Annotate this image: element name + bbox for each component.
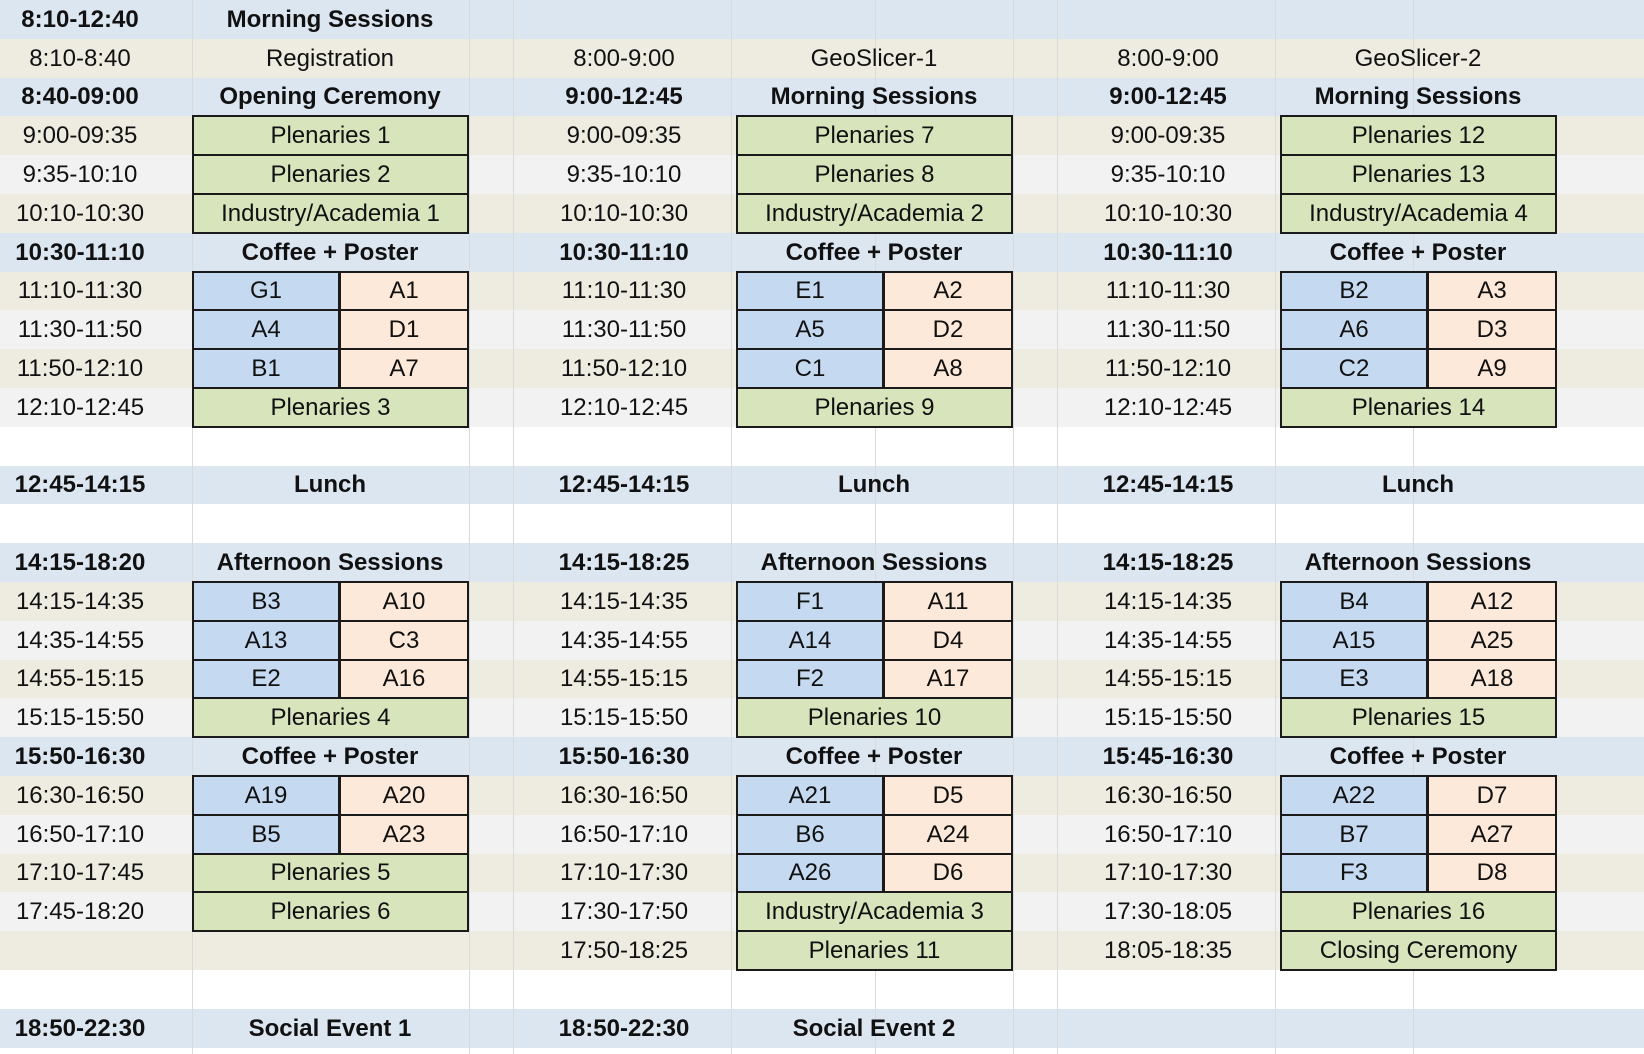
time-label: 12:45-14:15 xyxy=(1102,471,1234,498)
event-pre-session: GeoSlicer-1 xyxy=(810,45,938,72)
parallel-session-right: D1 xyxy=(339,309,469,350)
time-label: 12:10-12:45 xyxy=(1103,394,1233,421)
time-label: 11:30-11:50 xyxy=(17,316,143,343)
time-label: 17:45-18:20 xyxy=(15,898,145,925)
parallel-session-right: A25 xyxy=(1427,620,1557,661)
plenary-block: Plenaries 9 xyxy=(736,387,1013,428)
plenary-block: Plenaries 12 xyxy=(1280,115,1557,156)
time-label: 14:55-15:15 xyxy=(1103,665,1233,692)
plenary-block: Industry/Academia 1 xyxy=(192,193,469,234)
time-label: 9:00-09:35 xyxy=(1110,122,1226,149)
parallel-session-right: A8 xyxy=(883,348,1013,389)
parallel-session-left: E2 xyxy=(192,659,340,699)
time-label: 10:30-11:10 xyxy=(559,239,689,266)
grid-line xyxy=(513,0,514,1054)
time-label: 12:45-14:15 xyxy=(558,471,690,498)
time-label: 15:15-15:50 xyxy=(559,704,689,731)
parallel-session-left: A13 xyxy=(192,620,340,661)
time-label: 14:35-14:55 xyxy=(15,627,145,654)
plenary-block: Plenaries 11 xyxy=(736,930,1013,971)
parallel-session-left: B4 xyxy=(1280,581,1428,622)
time-label: 18:05-18:35 xyxy=(1103,937,1233,964)
parallel-session-left: B1 xyxy=(192,348,340,389)
time-label: 17:10-17:30 xyxy=(1103,859,1233,886)
parallel-session-left: B7 xyxy=(1280,814,1428,855)
event-pre-session: GeoSlicer-2 xyxy=(1354,45,1482,72)
time-label: 12:10-12:45 xyxy=(559,394,689,421)
parallel-session-right: A10 xyxy=(339,581,469,622)
time-label: 11:50-12:10 xyxy=(16,355,144,382)
parallel-session-left: F3 xyxy=(1280,853,1428,893)
parallel-session-left: A21 xyxy=(736,775,884,816)
plenary-block: Industry/Academia 4 xyxy=(1280,193,1557,234)
plenary-block: Plenaries 5 xyxy=(192,853,469,893)
parallel-session-left: A19 xyxy=(192,775,340,816)
parallel-session-left: F1 xyxy=(736,581,884,622)
time-label: 10:30-11:10 xyxy=(15,239,145,266)
parallel-session-left: A5 xyxy=(736,309,884,350)
parallel-session-left: F2 xyxy=(736,659,884,699)
parallel-session-left: A4 xyxy=(192,309,340,350)
plenary-block: Plenaries 6 xyxy=(192,891,469,932)
sheet-row-band xyxy=(0,504,1644,543)
parallel-session-left: B3 xyxy=(192,581,340,622)
time-label: 9:00-09:35 xyxy=(22,122,138,149)
grid-line xyxy=(469,0,470,1054)
parallel-session-left: B2 xyxy=(1280,271,1428,311)
time-label: 16:30-16:50 xyxy=(559,782,689,809)
time-label: 16:50-17:10 xyxy=(559,821,689,848)
social-event-heading: Social Event 2 xyxy=(792,1015,956,1042)
grid-line xyxy=(1275,0,1276,1054)
grid-line xyxy=(1057,0,1058,1054)
time-label: 17:10-17:45 xyxy=(15,859,145,886)
plenary-block: Plenaries 15 xyxy=(1280,697,1557,738)
social-event-heading: Social Event 1 xyxy=(248,1015,412,1042)
plenary-block: Industry/Academia 2 xyxy=(736,193,1013,234)
plenary-block: Closing Ceremony xyxy=(1280,930,1557,971)
time-label: 17:10-17:30 xyxy=(559,859,689,886)
parallel-session-right: D5 xyxy=(883,775,1013,816)
time-label: 14:35-14:55 xyxy=(1103,627,1233,654)
time-label: 11:30-11:50 xyxy=(1105,316,1231,343)
event-pre-session: Registration xyxy=(265,45,395,72)
time-label: 8:10-12:40 xyxy=(21,6,139,33)
time-label: 14:55-15:15 xyxy=(15,665,145,692)
coffee-break-heading: Coffee + Poster xyxy=(1329,239,1507,266)
time-label: 9:00-12:45 xyxy=(565,83,683,110)
time-label: 16:30-16:50 xyxy=(15,782,145,809)
plenary-block: Plenaries 10 xyxy=(736,697,1013,738)
sheet-row-band xyxy=(0,427,1644,466)
parallel-session-left: A6 xyxy=(1280,309,1428,350)
time-label: 14:15-18:25 xyxy=(558,549,690,576)
parallel-session-left: C2 xyxy=(1280,348,1428,389)
time-label: 8:00-9:00 xyxy=(1117,45,1219,72)
plenary-block: Plenaries 7 xyxy=(736,115,1013,156)
parallel-session-right: A17 xyxy=(883,659,1013,699)
time-label: 11:50-12:10 xyxy=(560,355,688,382)
section-heading-opening: Morning Sessions xyxy=(1314,83,1522,110)
time-label: 16:50-17:10 xyxy=(1103,821,1233,848)
parallel-session-left: E1 xyxy=(736,271,884,311)
time-label: 11:30-11:50 xyxy=(561,316,687,343)
plenary-block: Plenaries 8 xyxy=(736,154,1013,195)
time-label: 10:10-10:30 xyxy=(559,200,689,227)
time-label: 10:30-11:10 xyxy=(1103,239,1233,266)
time-label: 11:10-11:30 xyxy=(1105,277,1231,304)
time-label: 9:35-10:10 xyxy=(22,161,138,188)
parallel-session-right: A27 xyxy=(1427,814,1557,855)
parallel-session-right: A20 xyxy=(339,775,469,816)
plenary-block: Plenaries 3 xyxy=(192,387,469,428)
time-label: 11:10-11:30 xyxy=(561,277,687,304)
parallel-session-right: C3 xyxy=(339,620,469,661)
time-label: 10:10-10:30 xyxy=(15,200,145,227)
plenary-block: Plenaries 1 xyxy=(192,115,469,156)
grid-line xyxy=(1013,0,1014,1054)
time-label: 8:10-8:40 xyxy=(29,45,131,72)
section-heading-opening: Opening Ceremony xyxy=(219,83,441,110)
parallel-session-right: A3 xyxy=(1427,271,1557,311)
parallel-session-right: D2 xyxy=(883,309,1013,350)
time-label: 9:00-12:45 xyxy=(1109,83,1227,110)
section-heading-opening: Morning Sessions xyxy=(770,83,978,110)
parallel-session-right: D6 xyxy=(883,853,1013,893)
lunch-heading: Lunch xyxy=(838,471,910,498)
parallel-session-right: A24 xyxy=(883,814,1013,855)
plenary-block: Industry/Academia 3 xyxy=(736,891,1013,932)
plenary-block: Plenaries 2 xyxy=(192,154,469,195)
time-label: 14:15-14:35 xyxy=(559,588,689,615)
grid-line xyxy=(731,0,732,1054)
time-label: 11:50-12:10 xyxy=(1104,355,1232,382)
parallel-session-right: A1 xyxy=(339,271,469,311)
time-label: 9:00-09:35 xyxy=(566,122,682,149)
time-label: 14:15-18:25 xyxy=(1102,549,1234,576)
time-label: 16:30-16:50 xyxy=(1103,782,1233,809)
parallel-session-left: E3 xyxy=(1280,659,1428,699)
time-label: 18:50-22:30 xyxy=(558,1015,690,1042)
parallel-session-right: A9 xyxy=(1427,348,1557,389)
lunch-heading: Lunch xyxy=(1382,471,1454,498)
parallel-session-right: D8 xyxy=(1427,853,1557,893)
time-label: 12:10-12:45 xyxy=(15,394,145,421)
coffee-break-heading: Coffee + Poster xyxy=(785,239,963,266)
parallel-session-right: A16 xyxy=(339,659,469,699)
time-label: 9:35-10:10 xyxy=(1110,161,1226,188)
time-label: 15:50-16:30 xyxy=(14,743,146,770)
plenary-block: Plenaries 16 xyxy=(1280,891,1557,932)
section-heading-morning: Morning Sessions xyxy=(226,6,434,33)
parallel-session-left: A26 xyxy=(736,853,884,893)
time-label: 11:10-11:30 xyxy=(17,277,143,304)
time-label: 18:50-22:30 xyxy=(14,1015,146,1042)
time-label: 17:50-18:25 xyxy=(559,937,689,964)
time-label: 16:50-17:10 xyxy=(15,821,145,848)
time-label: 14:35-14:55 xyxy=(559,627,689,654)
time-label: 15:50-16:30 xyxy=(558,743,690,770)
coffee-break-heading: Coffee + Poster xyxy=(785,743,963,770)
time-label: 17:30-17:50 xyxy=(559,898,689,925)
section-heading-afternoon: Afternoon Sessions xyxy=(1304,549,1532,576)
section-heading-afternoon: Afternoon Sessions xyxy=(216,549,444,576)
time-label: 12:45-14:15 xyxy=(14,471,146,498)
time-label: 15:15-15:50 xyxy=(1103,704,1233,731)
parallel-session-right: D3 xyxy=(1427,309,1557,350)
parallel-session-left: B5 xyxy=(192,814,340,855)
time-label: 17:30-18:05 xyxy=(1103,898,1233,925)
time-label: 8:00-9:00 xyxy=(573,45,675,72)
parallel-session-right: D4 xyxy=(883,620,1013,661)
parallel-session-left: A14 xyxy=(736,620,884,661)
parallel-session-right: A18 xyxy=(1427,659,1557,699)
parallel-session-right: A2 xyxy=(883,271,1013,311)
time-label: 14:15-14:35 xyxy=(15,588,145,615)
time-label: 14:15-14:35 xyxy=(1103,588,1233,615)
parallel-session-left: A22 xyxy=(1280,775,1428,816)
time-label: 9:35-10:10 xyxy=(566,161,682,188)
lunch-heading: Lunch xyxy=(294,471,366,498)
parallel-session-left: B6 xyxy=(736,814,884,855)
coffee-break-heading: Coffee + Poster xyxy=(1329,743,1507,770)
coffee-break-heading: Coffee + Poster xyxy=(241,239,419,266)
time-label: 15:15-15:50 xyxy=(15,704,145,731)
sheet-row-band xyxy=(0,970,1644,1009)
plenary-block: Plenaries 4 xyxy=(192,697,469,738)
parallel-session-right: A11 xyxy=(883,581,1013,622)
parallel-session-right: A7 xyxy=(339,348,469,389)
parallel-session-left: A15 xyxy=(1280,620,1428,661)
time-label: 14:15-18:20 xyxy=(14,549,146,576)
time-label: 10:10-10:30 xyxy=(1103,200,1233,227)
parallel-session-right: D7 xyxy=(1427,775,1557,816)
parallel-session-left: C1 xyxy=(736,348,884,389)
parallel-session-left: G1 xyxy=(192,271,340,311)
time-label: 15:45-16:30 xyxy=(1102,743,1234,770)
plenary-block: Plenaries 14 xyxy=(1280,387,1557,428)
coffee-break-heading: Coffee + Poster xyxy=(241,743,419,770)
parallel-session-right: A23 xyxy=(339,814,469,855)
time-label: 14:55-15:15 xyxy=(559,665,689,692)
time-label: 8:40-09:00 xyxy=(21,83,139,110)
parallel-session-right: A12 xyxy=(1427,581,1557,622)
plenary-block: Plenaries 13 xyxy=(1280,154,1557,195)
section-heading-afternoon: Afternoon Sessions xyxy=(760,549,988,576)
